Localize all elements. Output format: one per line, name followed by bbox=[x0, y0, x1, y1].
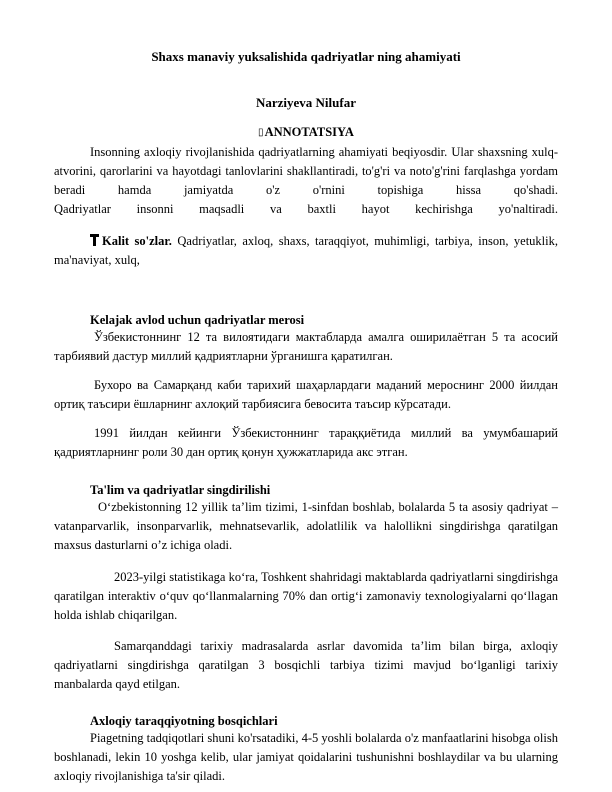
document-title: Shaxs manaviy yuksalishida qadriyatlar ning ahamiyati bbox=[151, 49, 461, 64]
annotation-text: Insonning axloqiy rivojlanishida qadriyatlarning ahamiyati beqiyosdir. Ular shaxsning xulq-atvorini, qarorlarini va hayotdagi tanlovlarini shakllantiradi, to'g'ri va noto'g'rini farqlashga yordam beradi hamda jamiyatda o'z o'rnini topishiga hissa qo'shadi. bbox=[54, 145, 558, 197]
keywords-text: Qadriyatlar, axloq, shaxs, taraqqiyot, muhimligi, tarbiya, inson, yetuklik, ma'naviyat, xulq, bbox=[54, 234, 558, 267]
section-heading-heritage: Kelajak avlod uchun qadriyatlar merosi bbox=[90, 313, 305, 327]
paragraph: Samarqanddagi tarixiy madrasalarda asrlar davomida ta’lim bilan birga, axloqiy qadriyatlarni singdirishga qaratilgan 3 bosqichli tarbiya tizimi mavjud bo‘lganligi tarixiy manbalarda qayd etilgan. bbox=[54, 639, 558, 691]
annotation-text-last: Qadriyatlar insonni maqsadli va baxtli hayot kechirishga yo'naltiradi. bbox=[54, 202, 558, 216]
keywords-label: Kalit so'zlar. bbox=[102, 234, 172, 248]
section-heading-education: Ta'lim va qadriyatlar singdirilishi bbox=[90, 483, 271, 497]
section-heading-stages: Axloqiy taraqqiyotning bosqichlari bbox=[90, 714, 278, 728]
author-name: Narziyeva Nilufar bbox=[255, 95, 356, 110]
paragraph: 2023-yilgi statistikaga ko‘ra, Toshkent shahridagi maktablarda qadriyatlarni singdirishga qaratilgan interaktiv o‘quv qo‘llanmalarning 70% dan ortig‘i zamonaviy texnologiyalarni qo‘llagan holda ishlab chiqarilgan. bbox=[54, 570, 558, 622]
paragraph: O‘zbekistonning 12 yillik ta’lim tizimi, 1-sinfdan boshlab, bolalarda 5 ta asosiy qadriyat – vatanparvarlik, insonparvarlik, mehnatsevarlik, adolatlilik va halollikni singdirishga qaratilgan maxsus dasturlarni o’z ichiga oladi. bbox=[54, 500, 558, 552]
box-glyph-icon: ▯ bbox=[258, 127, 264, 138]
key-icon bbox=[90, 234, 99, 246]
paragraph: Ўзбекистоннинг 12 та вилоятидаги мактабларда амалга оширилаётган 5 та асосий тарбиявий дастур миллий қадриятларни ўрганишга қаратилган. bbox=[54, 330, 558, 363]
paragraph: Бухоро ва Самарқанд каби тарихий шаҳарлардаги маданий мероснинг 2000 йилдан ортиқ таъсири ёшларнинг ахлоқий тарбиясига бевосита таъсир кўрсатади. bbox=[54, 378, 558, 411]
annotation-heading-line bbox=[54, 123, 558, 142]
keywords-paragraph bbox=[54, 232, 558, 270]
paragraph: Piagetning tadqiqotlari shuni ko'rsatadiki, 4-5 yoshli bolalarda o'z manfaatlarini hisobga olish boshlanadi, lekin 10 yoshga kelib, ular jamiyat qoidalarini tushunishni boshlaydilar va bu ularning axloqiy rivojlanishiga ta'sir qiladi. bbox=[54, 731, 558, 783]
paragraph: 1991 йилдан кейинги Ўзбекистоннинг тараққиётида миллий ва умумбашарий қадриятларнинг роли 30 дан ортиқ қонун ҳужжатларида акс этган. bbox=[54, 426, 558, 459]
annotation-heading: ANNOTATSIYA bbox=[264, 125, 354, 139]
